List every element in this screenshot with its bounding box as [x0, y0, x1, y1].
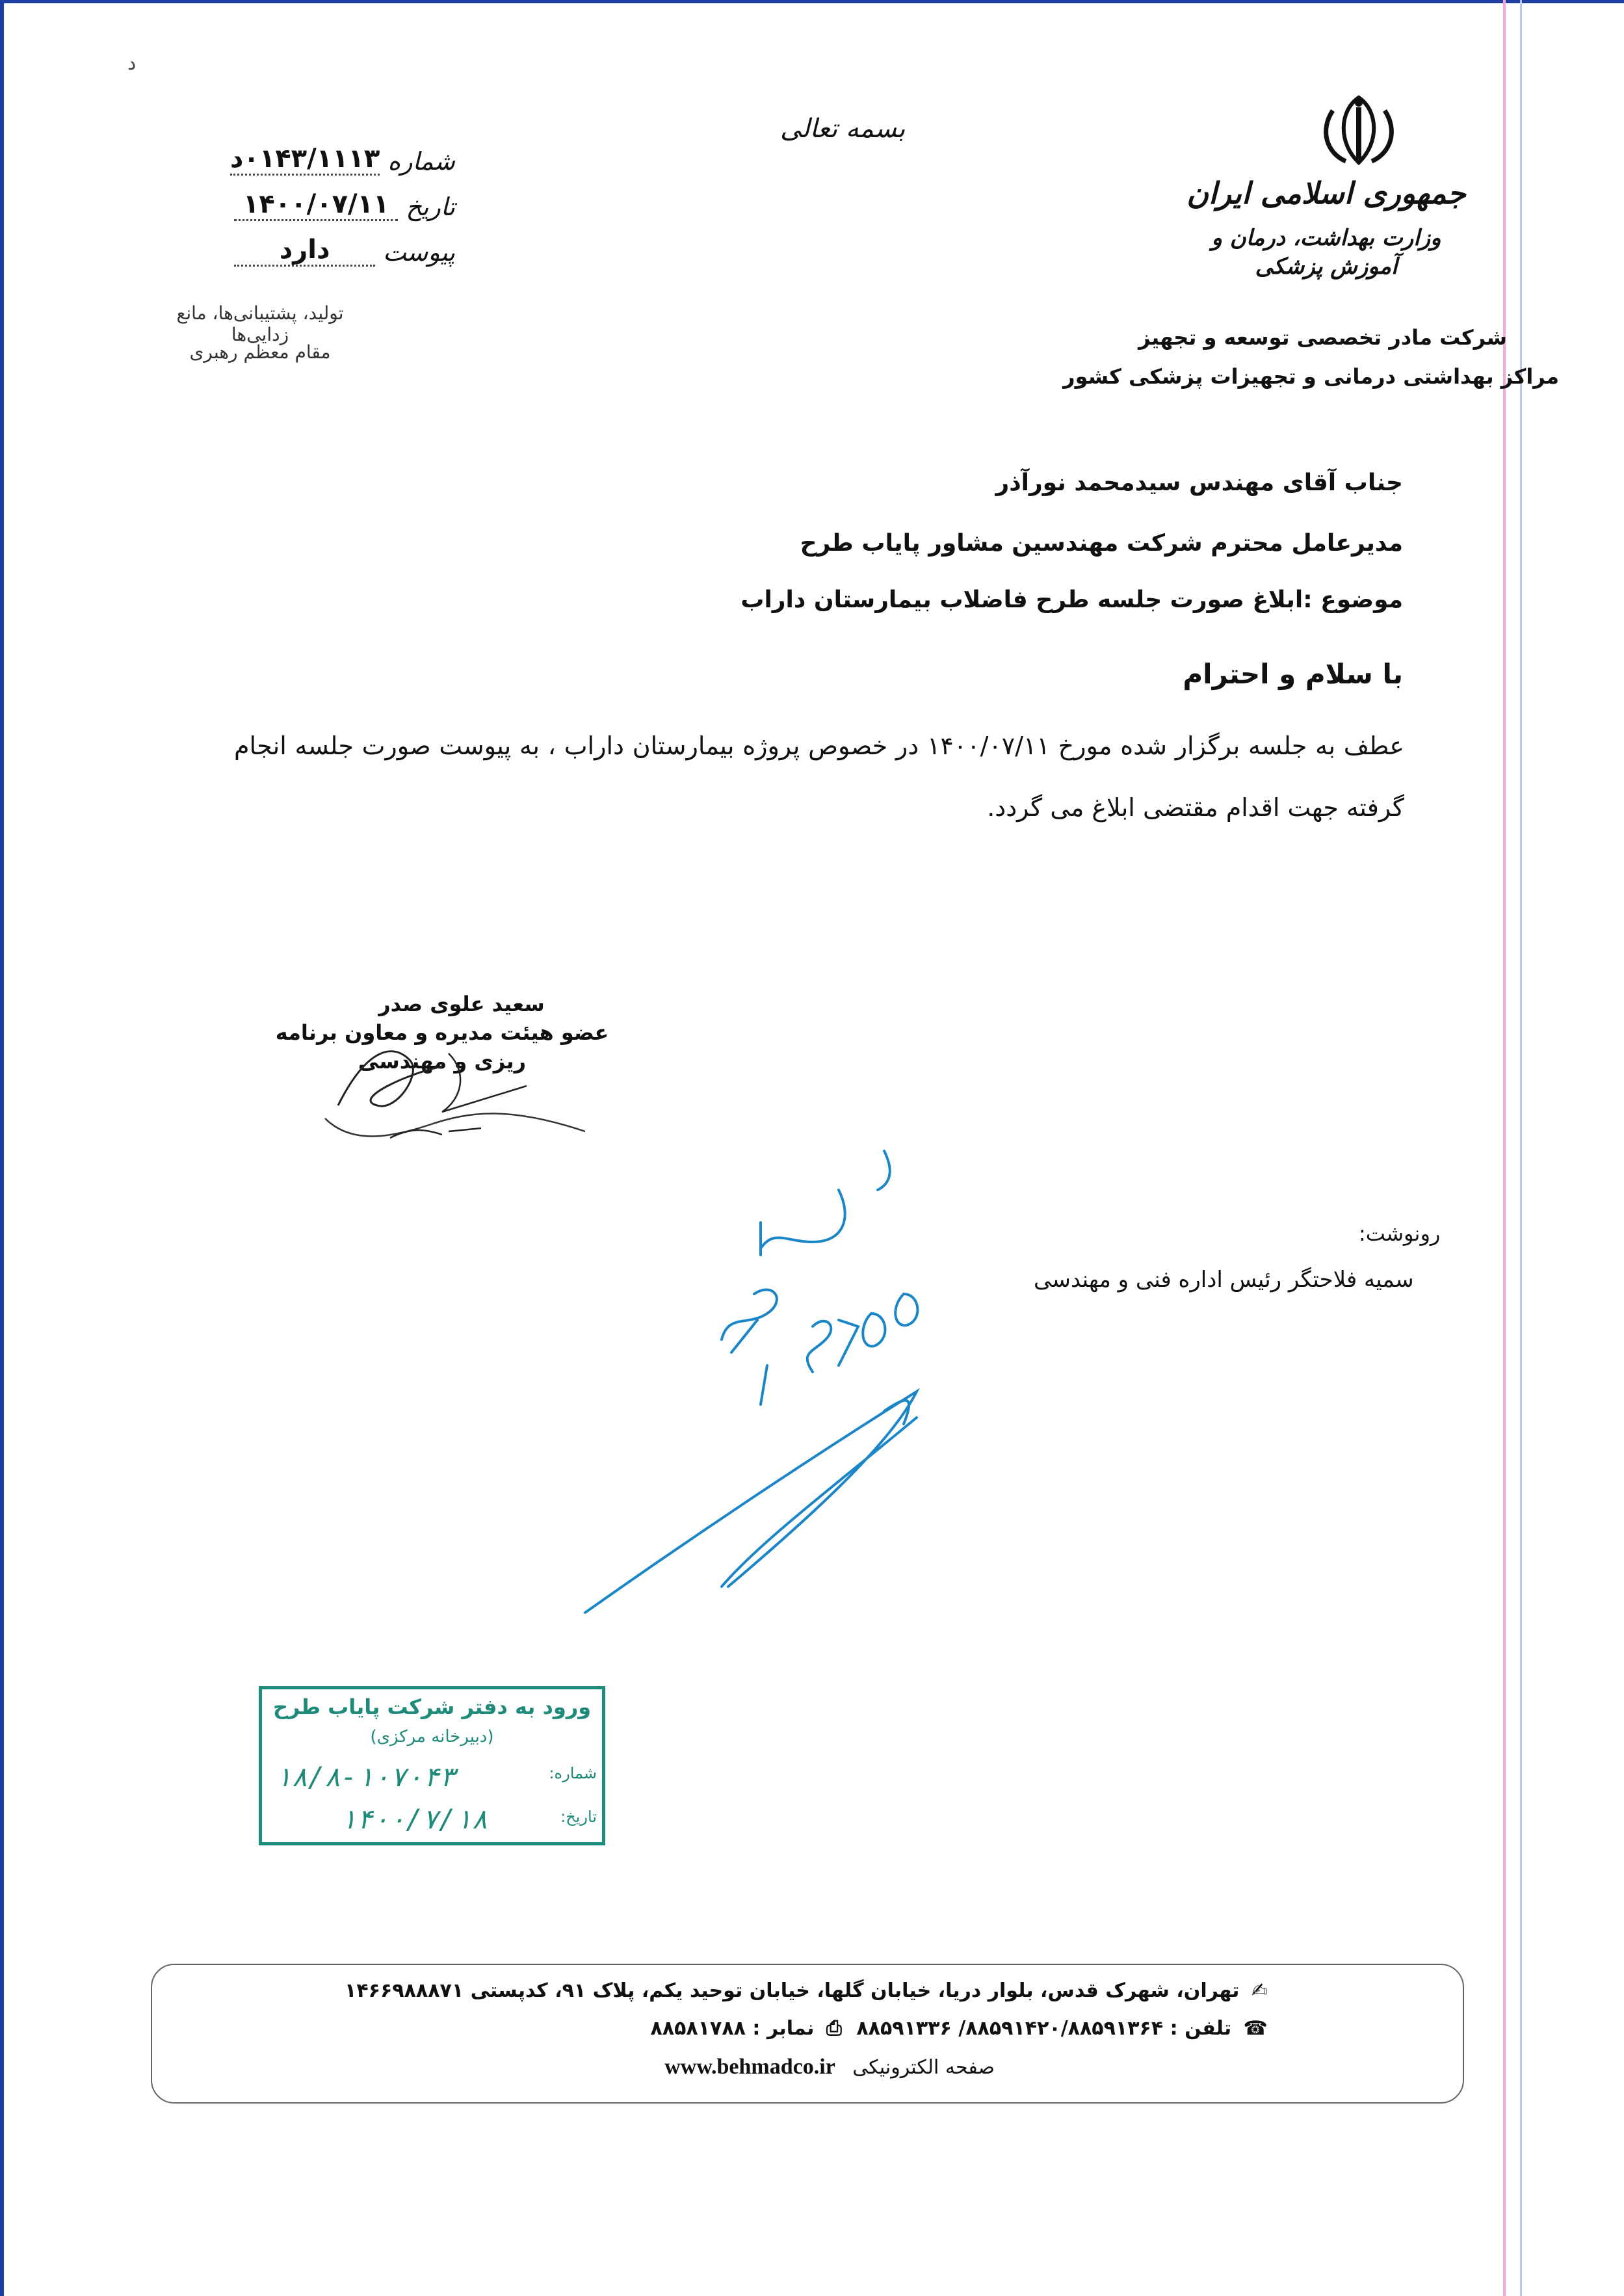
letter-date-label: تاریخ [406, 192, 455, 221]
footer-web-label: صفحه الکترونیکی [852, 2056, 995, 2079]
stamp-date-value: ۱۴۰۰/۷/۱۸ [340, 1803, 488, 1835]
motto-line2: مقام معظم رهبری [189, 341, 331, 363]
footer-fax-label: نمابر : [752, 2017, 815, 2040]
letter-number-row [229, 137, 455, 176]
stamp-number-value: ۱۸/۸-۱۰۷۰۴۳ [275, 1761, 456, 1793]
signatory-name: سعید علوی صدر [378, 992, 545, 1016]
greeting: با سلام و احترام [1183, 658, 1403, 690]
motto-line1: تولید، پشتیبانی‌ها، مانع زدایی‌ها [176, 302, 344, 345]
letter-date-row [234, 182, 455, 221]
letter-attachment-row [234, 228, 455, 267]
letter-subject: موضوع :ابلاغ صورت جلسه طرح فاضلاب بیمارستان داراب [740, 587, 1403, 613]
cc-label: رونوشت: [1359, 1221, 1441, 1246]
margin-line-blue [1520, 0, 1522, 2296]
body-paragraph: عطف به جلسه برگزار شده مورخ ۱۴۰۰/۰۷/۱۱ در خصوص پروژه بیمارستان داراب ، به پیوست صورت جلسه انجام گرفته جهت اقدام مقتضی ابلاغ می گردد. [234, 732, 1404, 822]
cc-recipient: سمیه فلاحتگر رئیس اداره فنی و مهندسی [1034, 1267, 1414, 1293]
stamp-number-label: شماره: [549, 1764, 597, 1782]
corner-mark: د [127, 52, 137, 75]
footer-phone-value: ۸۸۵۹۱۴۲۰/۸۸۵۹۱۳۶۴/ ۸۸۵۹۱۳۳۶ [856, 2017, 1164, 2040]
stamp-title: ورود به دفتر شرکت پایاب طرح [272, 1695, 592, 1719]
recipient-name: جناب آقای مهندس سیدمحمد نورآذر [995, 469, 1403, 496]
address-icon: ✍ [1251, 1979, 1268, 2002]
company-name-line1: شرکت مادر تخصصی توسعه و تجهیز [1138, 325, 1507, 350]
ministry-line2: وزارت بهداشت، درمان و آموزش پزشکی [1211, 225, 1441, 280]
scan-edge-top [0, 0, 1624, 3]
fax-icon: ⎙ [826, 2017, 842, 2040]
ministry-line1: جمهوری اسلامی ایران [1186, 176, 1466, 211]
footer-address-row [345, 1979, 1268, 2002]
received-stamp [259, 1686, 605, 1845]
company-name-line2: مراکز بهداشتی درمانی و تجهیزات پزشکی کشور [1063, 364, 1559, 389]
letter-number-label: شماره [387, 147, 455, 176]
phone-icon: ☎ [1243, 2017, 1268, 2040]
letter-number-value: ۰۱۴۳/۱۱۱۳د [230, 144, 380, 176]
iran-emblem-icon [1313, 91, 1404, 169]
footer-phone-row [650, 2017, 1268, 2040]
letter-attachment-value: دارد [234, 235, 375, 267]
scan-edge-left [0, 0, 4, 2296]
handwritten-note-image [566, 1118, 969, 1626]
footer-address: تهران، شهرک قدس، بلوار دریا، خیابان گلها، خیابان توحید یکم، پلاک ۹۱، کدپستی ۱۴۶۶۹۸۸۸۷۱ [345, 1979, 1240, 2002]
basmala: بسمه تعالی [780, 114, 906, 144]
footer-web-link[interactable]: www.behmadco.ir [664, 2055, 835, 2079]
footer-contact-box [151, 1964, 1464, 2104]
footer-fax-value: ۸۸۵۸۱۷۸۸ [650, 2017, 746, 2040]
letter-attachment-label: پیوست [383, 238, 455, 267]
stamp-date-label: تاریخ: [560, 1808, 597, 1826]
ministry-calligraphy [1183, 169, 1469, 299]
footer-phone-label: تلفن : [1170, 2017, 1232, 2040]
letter-date-value: ۱۴۰۰/۰۷/۱۱ [234, 189, 398, 221]
signatory-title: عضو هیئت مدیره و معاون برنامه ریزی و مهندسی [275, 1020, 609, 1074]
footer-web-row [664, 2055, 995, 2079]
recipient-title: مدیرعامل محترم شرکت مهندسین مشاور پایاب طرح [800, 530, 1403, 557]
stamp-subtitle: (دبیرخانه مرکزی) [370, 1727, 494, 1747]
